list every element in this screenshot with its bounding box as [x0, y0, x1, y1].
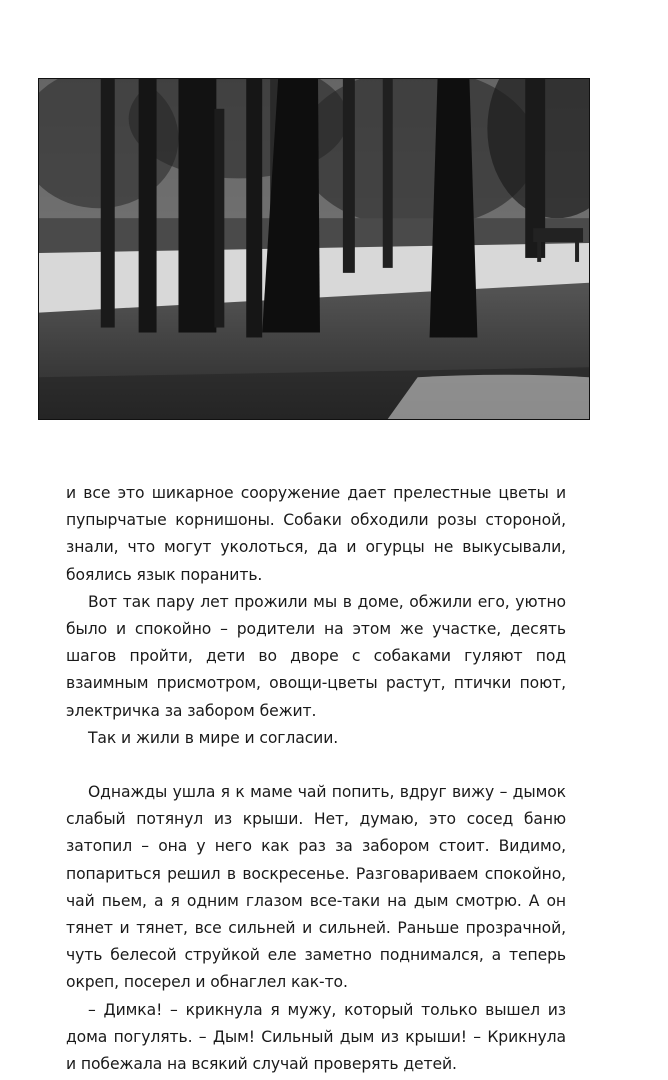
body-text	[66, 480, 566, 1078]
park-photo-illustration	[39, 79, 589, 419]
paragraph-4: Однажды ушла я к маме чай попить, вдруг вижу – дымок слабый потянул из крыши. Нет, думаю, это сосед баню затопил – она у него как раз за забором стоит. Видимо, попариться решил в воскресенье. Разговариваем спокойно, чай пьем, а я одним глазом все-таки на дым смотрю. А он тянет и тянет, все сильней и сильней. Раньше прозрачной, чуть белесой струйкой еле заметно поднимался, а теперь окреп, посерел и обнаглел как-то.	[66, 783, 566, 992]
paragraph-3: Так и жили в мире и согласии.	[88, 728, 339, 747]
paragraph-5: – Димка! – крикнула я мужу, который только вышел из дома погулять. – Дым! Сильный дым из крыши! – Крикнула и побежала на всякий случай проверять детей.	[66, 1000, 566, 1074]
paragraph-1: и все это шикарное сооружение дает прелестные цветы и пупырчатые корнишоны. Собаки обходили розы стороной, знали, что могут уколоться, да и огурцы не выкусывали, боялись язык поранить.	[66, 484, 566, 584]
section-gap	[66, 752, 566, 779]
park-photo	[38, 78, 590, 420]
paragraph-2: Вот так пару лет прожили мы в доме, обжили его, уютно было и спокойно – родители на этом же участке, десять шагов пройти, дети во дворе с собаками гуляют под взаимным присмотром, овощи-цветы растут, птички поют, электричка за забором бежит.	[66, 592, 566, 720]
